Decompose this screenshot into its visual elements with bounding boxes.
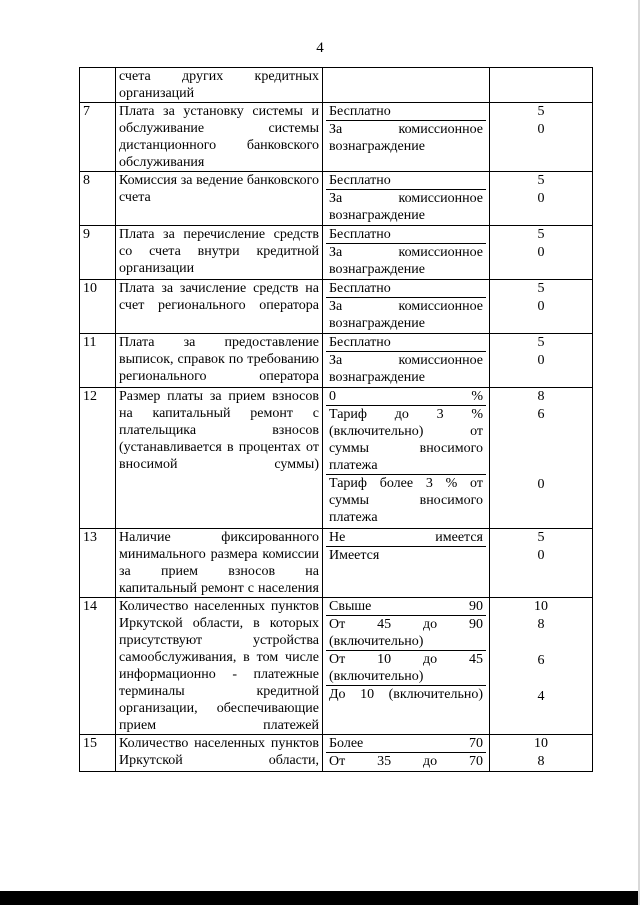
criterion-options — [323, 735, 490, 772]
criterion-description: Плата за зачисление средств на счет регионального оператора — [116, 280, 323, 334]
points-value: 6 — [537, 653, 545, 668]
criterion-points — [490, 103, 593, 172]
row-number: 9 — [80, 226, 116, 280]
criterion-options — [323, 334, 490, 388]
row-number: 14 — [80, 598, 116, 735]
points-value: 8 — [537, 754, 545, 769]
table-row — [80, 529, 593, 598]
points-value: 0 — [537, 353, 545, 368]
criterion-options — [323, 226, 490, 280]
row-number: 13 — [80, 529, 116, 598]
criterion-points — [490, 388, 593, 529]
points-value: 8 — [537, 617, 545, 632]
option-value: Бесплатно — [329, 227, 391, 242]
criterion-options — [323, 388, 490, 529]
row-number — [80, 68, 116, 103]
option-value: За комиссионное вознаграждение — [326, 297, 486, 332]
criterion-description: Комиссия за ведение банковского счета — [116, 172, 323, 226]
criterion-points — [490, 172, 593, 226]
row-number: 15 — [80, 735, 116, 772]
row-number: 12 — [80, 388, 116, 529]
table-row — [80, 598, 593, 735]
table-row — [80, 68, 593, 103]
criterion-description: Плата за предоставление выписок, справок по требованию регионального оператора — [116, 334, 323, 388]
table-row — [80, 735, 593, 772]
option-value: Свыше 90 — [329, 599, 483, 614]
criterion-options — [323, 598, 490, 735]
criterion-points — [490, 280, 593, 334]
table-row — [80, 280, 593, 334]
row-number: 8 — [80, 172, 116, 226]
criterion-points — [490, 735, 593, 772]
points-value: 8 — [537, 389, 545, 404]
option-value: За комиссионное вознаграждение — [326, 351, 486, 386]
row-number: 7 — [80, 103, 116, 172]
option-value: Более 70 — [329, 736, 483, 751]
criterion-options — [323, 103, 490, 172]
option-value: 0 % — [329, 389, 483, 404]
criterion-description: Наличие фиксированного минимального размера комиссии за прием взносов на капитальный ремонт с населения — [116, 529, 323, 598]
criterion-description: Количество населенных пунктов Иркутской области, в которых присутствуют устройства самообслуживания, в том числе информационно - платежные терминалы кредитной организации, обеспечивающие прием платежей — [116, 598, 323, 735]
option-value: Бесплатно — [329, 104, 391, 119]
option-value: От 45 до 90 (включительно) — [326, 615, 486, 650]
option-value: Бесплатно — [329, 335, 391, 350]
points-value: 10 — [534, 736, 548, 751]
points-value: 0 — [537, 548, 545, 563]
criteria-table — [79, 67, 593, 772]
criterion-description: Размер платы за прием взносов на капитальный ремонт с плательщика взносов (устанавливается в процентах от вносимой суммы) — [116, 388, 323, 529]
option-value: Имеется — [326, 546, 486, 564]
criterion-options — [323, 529, 490, 598]
criterion-points — [490, 226, 593, 280]
points-value: 6 — [537, 407, 545, 422]
points-value: 5 — [537, 173, 545, 188]
option-value: Бесплатно — [329, 173, 391, 188]
table-row — [80, 334, 593, 388]
points-value: 0 — [537, 122, 545, 137]
criterion-description: Плата за установку системы и обслуживание системы дистанционного банковского обслуживания — [116, 103, 323, 172]
option-value: До 10 (включительно) — [326, 685, 486, 703]
option-value: За комиссионное вознаграждение — [326, 120, 486, 155]
points-value: 5 — [537, 530, 545, 545]
option-value: От 35 до 70 — [326, 752, 486, 770]
table-row — [80, 172, 593, 226]
option-value: От 10 до 45 (включительно) — [326, 650, 486, 685]
option-value: Бесплатно — [329, 281, 391, 296]
points-value: 4 — [537, 689, 545, 704]
table-row — [80, 388, 593, 529]
points-value: 5 — [537, 281, 545, 296]
page-number: 4 — [316, 40, 324, 56]
scan-bottom-border — [0, 891, 640, 905]
points-value: 0 — [537, 477, 545, 492]
criterion-points — [490, 529, 593, 598]
criterion-points — [490, 598, 593, 735]
points-value: 10 — [534, 599, 548, 614]
option-value: Тариф более 3 % от суммы вносимого платежа — [326, 474, 486, 526]
criterion-description: счета других кредитных организаций — [116, 68, 323, 103]
criterion-points — [490, 334, 593, 388]
row-number: 11 — [80, 334, 116, 388]
table-row — [80, 226, 593, 280]
criterion-description: Количество населенных пунктов Иркутской области, — [116, 735, 323, 772]
criterion-options — [323, 172, 490, 226]
points-value: 0 — [537, 245, 545, 260]
points-value: 5 — [537, 104, 545, 119]
option-value: За комиссионное вознаграждение — [326, 189, 486, 224]
criterion-options — [323, 68, 490, 103]
criterion-points — [490, 68, 593, 103]
option-value: Тариф до 3 % (включительно) от суммы вносимого платежа — [326, 405, 486, 474]
points-value: 0 — [537, 299, 545, 314]
points-value: 5 — [537, 335, 545, 350]
option-value: Не имеется — [329, 530, 483, 545]
row-number: 10 — [80, 280, 116, 334]
criterion-options — [323, 280, 490, 334]
points-value: 5 — [537, 227, 545, 242]
points-value: 0 — [537, 191, 545, 206]
option-value: За комиссионное вознаграждение — [326, 243, 486, 278]
criterion-description: Плата за перечисление средств со счета внутри кредитной организации — [116, 226, 323, 280]
table-row — [80, 103, 593, 172]
